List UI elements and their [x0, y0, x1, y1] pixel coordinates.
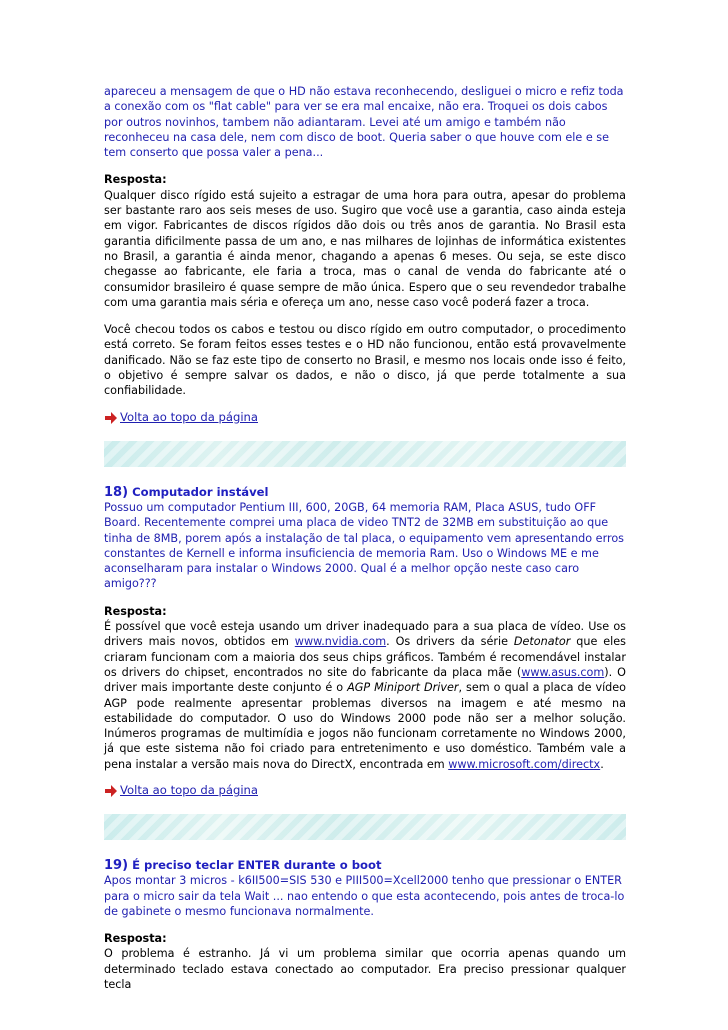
back-to-top-1[interactable]	[104, 409, 626, 427]
red-arrow-icon	[104, 784, 118, 798]
answer-label: Resposta:	[104, 604, 167, 618]
document-page	[104, 84, 626, 992]
question-number: 18)	[104, 484, 129, 500]
question-title: É preciso teclar ENTER durante o boot	[132, 857, 382, 872]
intro-answer-p1: Qualquer disco rígido está sujeito a estragar de uma hora para outra, apesar do problema ser bastante raro aos seis meses de uso. Sugiro que você use a garantia, caso ainda esteja em vigor. Fabricantes de discos rígidos dão dois ou três anos de garantia. No Brasil esta garantia dificilmente passa de um ano, e nas milhares de lojinhas de informática existentes no Brasil, a garantia é ainda menor, chagando a apenas 6 meses. Ou seja, se este disco chegasse ao fabricante, ele faria a troca, mas o canal de venda do fabricante até o consumidor brasileiro é quase sempre de mão única. Espero que o seu revendedor trabalhe com uma garantia mais séria e ofereça um ano, nesse caso você poderá fazer a troca.	[104, 188, 626, 309]
back-to-top-link[interactable]: Volta ao topo da página	[120, 783, 258, 798]
asus-link[interactable]: www.asus.com	[521, 665, 605, 679]
question-18-text: Possuo um computador Pentium III, 600, 20GB, 64 memoria RAM, Placa ASUS, tudo OFF Board. Recentemente comprei uma placa de video TNT2 de 32MB em substituição ao que tinha de 8MB, porem após a instalação de tal placa, o equipamento vem apresentando erros constantes de Kernell e informa insuficiencia de memoria Ram. Uso o Windows ME e me aconselharam para instalar o Windows 2000. Qual é a melhor opção neste caso caro amigo???	[104, 500, 624, 591]
question-title: Computador instável	[132, 484, 269, 499]
red-arrow-icon	[104, 411, 118, 425]
microsoft-directx-link[interactable]: www.microsoft.com/directx	[448, 757, 601, 771]
answer-19	[104, 931, 626, 992]
intro-answer	[104, 172, 626, 310]
answer-text: .	[600, 757, 604, 771]
question-19-text: Apos montar 3 micros - k6II500=SIS 530 e PIII500=Xcell2000 tenho que pressionar o ENTER para o micro sair da tela Wait ... nao entendo o que esta acontecendo, pois antes de troca-lo de gabinete o mesmo funcionava normalmente.	[104, 874, 625, 918]
intro-question-text: apareceu a mensagem de que o HD não estava reconhecendo, desliguei o micro e refiz toda a conexão com os "flat cable" para ver se era mal encaixe, não era. Troquei os dois cabos por outros novinhos, tambem não adiantaram. Levei até um amigo e também não reconheceu na casa dele, nem com disco de boot. Queria saber o que houve com ele e se tem conserto que possa valer a pena...	[104, 85, 624, 160]
answer-text: , sem o qual a placa de vídeo AGP pode realmente apresentar problemas diversos na imagem e até mesmo na estabilidade do computador. O uso do Windows 2000 pode não ser a melhor solução. Inúmeros programas de multimídia e jogos não funcionam corretamente no Windows 2000, já que este sistema não foi criado para entretenimento e uso doméstico. Também vale a pena instalar a versão mais nova do DirectX, encontrada em	[104, 681, 627, 771]
intro-answer-p2: Você checou todos os cabos e testou ou disco rígido em outro computador, o procedimento está correto. Se foram feitos esses testes e o HD não funcionou, então está provavelmente danificado. Não se faz este tipo de conserto no Brasil, e mesmo nos locais onde isso é feito, o objetivo é sempre salvar os dados, e não o disco, já que perde totalmente a sua confiabilidade.	[104, 323, 626, 398]
answer-text: É possível que você esteja usando um driver inadequado para a sua placa de vídeo. Use os drivers mais novos, obtidos em	[104, 620, 626, 649]
section-divider-band	[104, 441, 626, 467]
section-divider-band	[104, 814, 626, 840]
answer-text: ). O driver mais importante deste conjunto é o	[104, 665, 626, 695]
question-19-title	[104, 858, 626, 873]
nvidia-link[interactable]: www.nvidia.com	[294, 635, 387, 649]
detonator-text: Detonator	[513, 635, 571, 649]
question-number: 19)	[104, 857, 129, 873]
agp-driver-text: AGP Miniport Driver	[347, 681, 459, 695]
answer-label: Resposta:	[104, 932, 167, 946]
back-to-top-link[interactable]: Volta ao topo da página	[120, 409, 258, 424]
answer-text: O problema é estranho. Já vi um problema similar que ocorria apenas quando um determinado teclado estava conectado ao computador. Era preciso pressionar qualquer tecla	[104, 947, 626, 992]
question-18-title	[104, 485, 626, 500]
answer-18	[104, 604, 626, 772]
answer-text: que eles criaram funcionam com a maioria dos seus chips gráficos. Também é recomendável instalar os drivers do chipset, encontrados no site do fabricante da placa mãe (	[104, 635, 626, 679]
back-to-top-2[interactable]	[104, 782, 626, 800]
answer-text: . Os drivers da série	[386, 635, 514, 649]
answer-label: Resposta:	[104, 173, 167, 187]
